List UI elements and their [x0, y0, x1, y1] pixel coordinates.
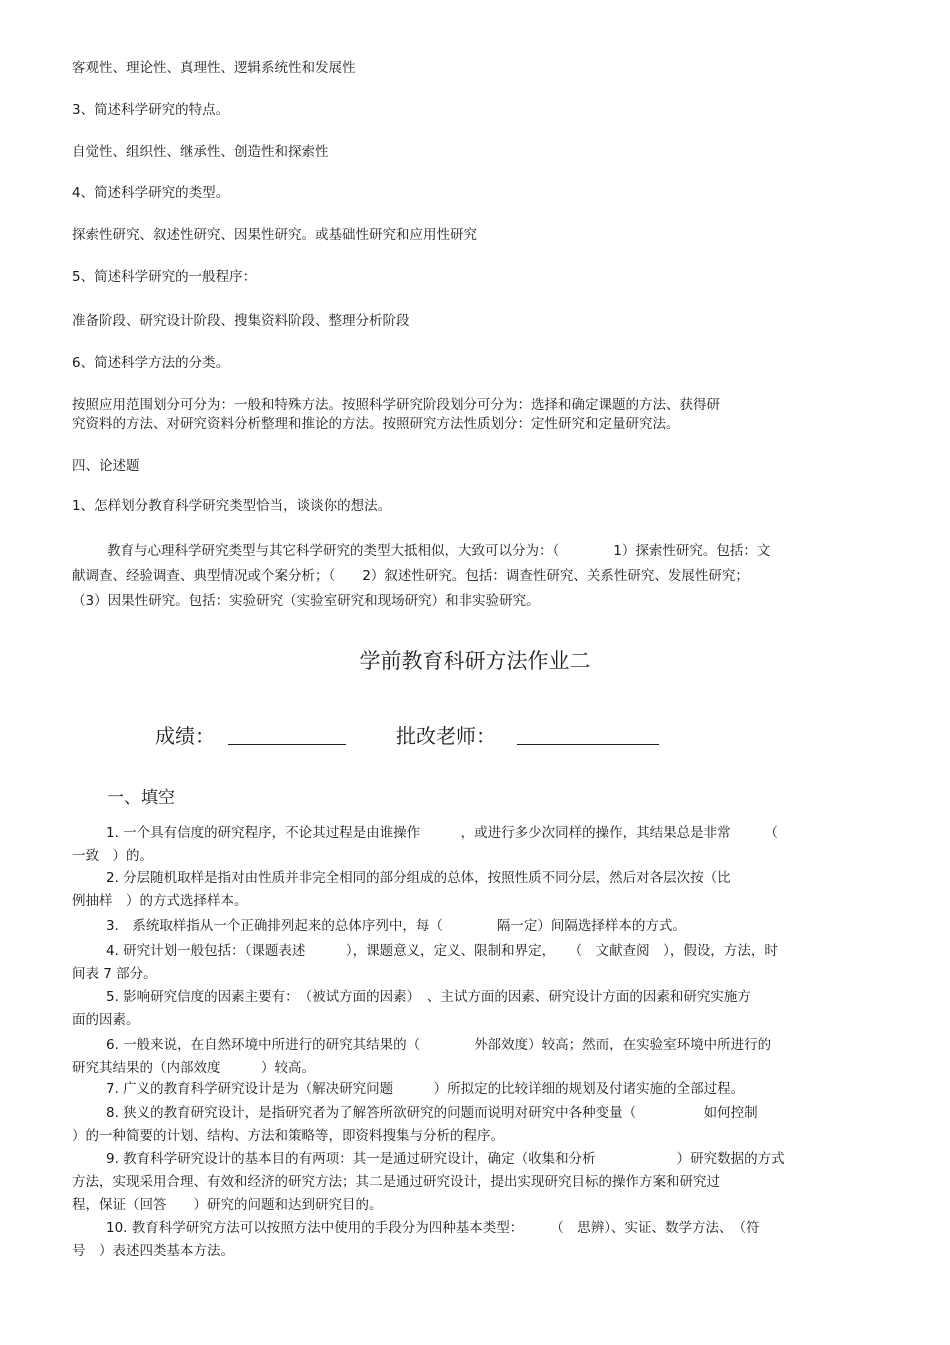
fill-item-line: 面的因素。	[72, 1012, 140, 1028]
document-title: 学前教育科研方法作业二	[359, 649, 591, 673]
fill-item-line: 7. 广义的教育科学研究设计是为（解决研究问题 ）所拟定的比较详细的规划及付诸实施的全部过程。	[106, 1081, 745, 1097]
fill-item-line: 号 ）表述四类基本方法。	[72, 1243, 234, 1259]
essay-answer-line-2: 献调查、经验调查、典型情况或个案分析；（ 2）叙述性研究。包括：调查性研究、关系性研究、发展性研究；	[72, 568, 749, 584]
answer-line: 探索性研究、叙述性研究、因果性研究。或基础性研究和应用性研究	[72, 227, 477, 243]
fill-item-line: 例抽样 ）的方式选择样本。	[72, 893, 248, 909]
answer-line: 客观性、理论性、真理性、逻辑系统性和发展性	[72, 60, 356, 76]
fill-item-line: 9. 教育科学研究设计的基本目的有两项：其一是通过研究设计，确定（收集和分析 ）研究数据的方式	[106, 1151, 785, 1167]
fill-item-line: 1. 一个具有信度的研究程序，不论其过程是由谁操作 ，或进行多少次同样的操作，其结果总是非常 （	[106, 825, 778, 841]
essay-answer-line-3: （3）因果性研究。包括：实验研究（实验室研究和现场研究）和非实验研究。	[72, 593, 540, 609]
essay-answer-line-1: 教育与心理科学研究类型与其它科学研究的类型大抵相似，大致可以分为：（ 1）探索性研究。包括：文	[107, 543, 771, 559]
teacher-label: 批改老师：	[396, 724, 496, 748]
score-label: 成绩：	[155, 724, 215, 748]
score-blank	[228, 744, 346, 745]
fill-item-line: 间表 7 部分。	[72, 966, 157, 982]
fill-section-title: 一、填空	[107, 788, 175, 808]
section-heading: 四、论述题	[72, 458, 140, 474]
fill-item-line: 3. 系统取样指从一个正确排列起来的总体序列中，每（ 隔一定）间隔选择样本的方式。	[106, 918, 686, 934]
fill-item-line: 程，保证（回答 ）研究的问题和达到研究目的。	[72, 1197, 383, 1213]
fill-item-line: ）的一种简要的计划、结构、方法和策略等，即资料搜集与分析的程序。	[72, 1128, 504, 1144]
q6-answer-line-2: 究资料的方法、对研究资料分析整理和推论的方法。按照研究方法性质划分：定性研究和定量研究法。	[72, 416, 680, 432]
fill-item-line: 一致 ）的。	[72, 848, 153, 864]
fill-item-line: 5. 影响研究信度的因素主要有： （被试方面的因素） 、主试方面的因素、研究设计方面的因素和研究实施方	[106, 989, 751, 1005]
fill-item-line: 2. 分层随机取样是指对由性质并非完全相同的部分组成的总体，按照性质不同分层，然后对各层次按（比	[106, 870, 731, 886]
question-line: 4、简述科学研究的类型。	[72, 185, 230, 201]
fill-item-line: 研究其结果的（内部效度 ）较高。	[72, 1060, 315, 1076]
teacher-blank	[517, 744, 659, 745]
answer-line: 准备阶段、研究设计阶段、搜集资料阶段、整理分析阶段	[72, 313, 410, 329]
question-line: 3、简述科学研究的特点。	[72, 102, 230, 118]
fill-item-line: 8. 狭义的教育研究设计，是指研究者为了解答所欲研究的问题而说明对研究中各种变量（ 如何控制	[106, 1105, 758, 1121]
fill-item-line: 10. 教育科学研究方法可以按照方法中使用的手段分为四种基本类型： （ 思辨）、实证、数学方法、 （符	[106, 1220, 760, 1236]
answer-line: 自觉性、组织性、继承性、创造性和探索性	[72, 144, 329, 160]
essay-question: 1、怎样划分教育科学研究类型恰当，谈谈你的想法。	[72, 498, 392, 514]
question-line: 6、简述科学方法的分类。	[72, 355, 230, 371]
fill-item-line: 方法，实现采用合理、有效和经济的研究方法；其二是通过研究设计，提出实现研究目标的操作方案和研究过	[72, 1174, 720, 1190]
fill-item-line: 6. 一般来说，在自然环境中所进行的研究其结果的（ 外部效度）较高；然而，在实验室环境中所进行的	[106, 1037, 772, 1053]
question-line: 5、简述科学研究的一般程序：	[72, 269, 257, 285]
fill-item-line: 4. 研究计划一般包括：（课题表述 ），课题意义，定义、限制和界定， （ 文献查阅 ），假设，方法，时	[106, 943, 778, 959]
q6-answer-line-1: 按照应用范围划分可分为：一般和特殊方法。按照科学研究阶段划分可分为：选择和确定课题的方法、获得研	[72, 397, 720, 413]
